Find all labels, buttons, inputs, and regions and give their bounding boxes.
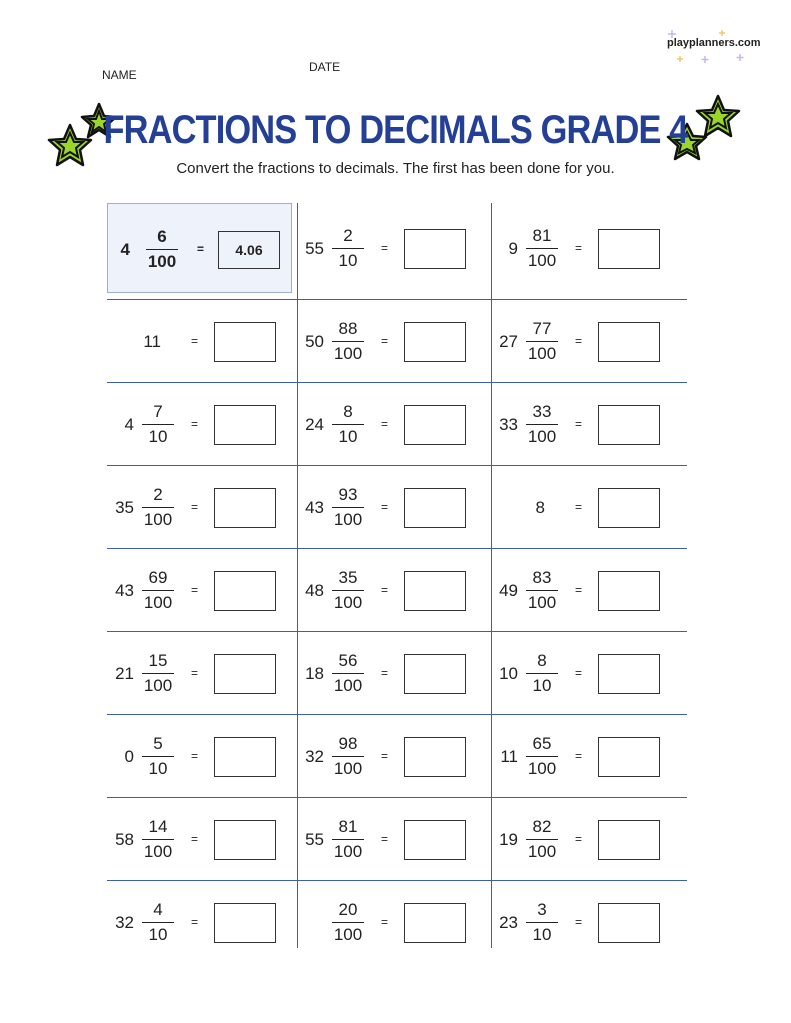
answer-box[interactable] xyxy=(214,405,276,445)
answer-box[interactable] xyxy=(404,820,466,860)
equals-sign: = xyxy=(191,915,199,929)
equals-sign: = xyxy=(381,334,389,348)
fraction xyxy=(328,817,368,862)
denominator: 100 xyxy=(333,925,363,944)
problem-cell xyxy=(491,881,681,964)
answer-box[interactable] xyxy=(404,571,466,611)
answer-box[interactable] xyxy=(598,737,660,777)
denominator: 10 xyxy=(532,676,552,695)
denominator: 100 xyxy=(527,427,557,446)
equals-sign: = xyxy=(381,500,389,514)
numerator: 88 xyxy=(338,319,358,338)
fraction-bar xyxy=(146,249,178,250)
denominator: 10 xyxy=(532,925,552,944)
fraction-bar xyxy=(332,673,364,674)
answer-box[interactable] xyxy=(598,571,660,611)
denominator: 100 xyxy=(143,676,173,695)
equals-sign: = xyxy=(191,666,199,680)
numerator: 2 xyxy=(153,485,163,504)
denominator: 100 xyxy=(333,676,363,695)
denominator: 100 xyxy=(527,842,557,861)
problem-grid xyxy=(107,203,687,948)
numerator: 56 xyxy=(338,651,358,670)
whole-number: 4 xyxy=(124,415,134,434)
problem-cell xyxy=(297,383,487,466)
answer-box[interactable] xyxy=(214,571,276,611)
problem-cell xyxy=(491,632,681,715)
whole-number: 8 xyxy=(535,498,545,517)
fraction-bar xyxy=(142,590,174,591)
problem-cell xyxy=(491,466,681,549)
whole-number: 21 xyxy=(115,664,134,683)
fraction xyxy=(328,734,368,779)
denominator: 100 xyxy=(527,251,557,270)
equals-sign: = xyxy=(575,500,583,514)
fraction xyxy=(138,900,178,945)
denominator: 100 xyxy=(527,593,557,612)
fraction-bar xyxy=(142,922,174,923)
whole-number: 0 xyxy=(124,747,134,766)
numerator: 15 xyxy=(148,651,168,670)
problem-cell xyxy=(491,715,681,798)
instructions: Convert the fractions to decimals. The first has been done for you. xyxy=(176,160,615,177)
fraction xyxy=(138,817,178,862)
problem-cell xyxy=(297,207,487,290)
answer-box[interactable] xyxy=(404,229,466,269)
answer-box[interactable] xyxy=(404,654,466,694)
fraction xyxy=(328,900,368,945)
answer-box[interactable] xyxy=(404,737,466,777)
denominator: 100 xyxy=(333,842,363,861)
fraction-bar xyxy=(526,424,558,425)
fraction xyxy=(328,402,368,447)
fraction-bar xyxy=(142,424,174,425)
fraction-bar xyxy=(142,507,174,508)
numerator: 8 xyxy=(537,651,547,670)
numerator: 35 xyxy=(338,568,358,587)
answer-box[interactable] xyxy=(214,737,276,777)
problem-cell xyxy=(297,466,487,549)
fraction-bar xyxy=(332,341,364,342)
problem-cell xyxy=(107,549,297,632)
denominator: 100 xyxy=(333,510,363,529)
whole-number: 24 xyxy=(305,415,324,434)
numerator: 4 xyxy=(153,900,163,919)
answer-box[interactable] xyxy=(404,488,466,528)
fraction-bar xyxy=(526,756,558,757)
fraction xyxy=(522,402,562,447)
denominator: 100 xyxy=(527,344,557,363)
problem-cell xyxy=(107,632,297,715)
problem-cell xyxy=(297,549,487,632)
fraction-bar xyxy=(332,839,364,840)
date-label: DATE xyxy=(309,60,341,74)
denominator: 10 xyxy=(148,427,168,446)
fraction xyxy=(328,319,368,364)
denominator: 100 xyxy=(333,344,363,363)
equals-sign: = xyxy=(575,749,583,763)
problem-cell xyxy=(297,798,487,881)
problem-cell xyxy=(491,798,681,881)
whole-number: 35 xyxy=(115,498,134,517)
denominator: 10 xyxy=(338,251,358,270)
answer-box[interactable] xyxy=(598,488,660,528)
numerator: 82 xyxy=(532,817,552,836)
whole-number: 58 xyxy=(115,830,134,849)
numerator: 69 xyxy=(148,568,168,587)
answer-box[interactable] xyxy=(214,903,276,943)
denominator: 100 xyxy=(147,252,177,271)
fraction-bar xyxy=(332,756,364,757)
fraction-bar xyxy=(332,922,364,923)
equals-sign: = xyxy=(191,500,199,514)
fraction-bar xyxy=(526,341,558,342)
denominator: 100 xyxy=(143,842,173,861)
denominator: 10 xyxy=(148,759,168,778)
fraction-bar xyxy=(526,590,558,591)
whole-number: 48 xyxy=(305,581,324,600)
answer-box[interactable] xyxy=(598,654,660,694)
problem-cell xyxy=(297,632,487,715)
equals-sign: = xyxy=(191,334,199,348)
answer-box[interactable] xyxy=(598,322,660,362)
problem-cell xyxy=(297,715,487,798)
fraction xyxy=(522,900,562,945)
problem-cell xyxy=(491,300,681,383)
whole-number: 19 xyxy=(499,830,518,849)
fraction-bar xyxy=(142,839,174,840)
numerator: 93 xyxy=(338,485,358,504)
answer-box[interactable] xyxy=(214,488,276,528)
fraction xyxy=(138,402,178,447)
problem-cell xyxy=(491,207,681,290)
fraction-bar xyxy=(142,756,174,757)
numerator: 65 xyxy=(532,734,552,753)
equals-sign: = xyxy=(381,915,389,929)
denominator: 100 xyxy=(333,593,363,612)
answer-box[interactable] xyxy=(598,405,660,445)
numerator: 3 xyxy=(537,900,547,919)
fraction xyxy=(328,226,368,271)
denominator: 100 xyxy=(143,510,173,529)
whole-number: 23 xyxy=(499,913,518,932)
whole-number: 9 xyxy=(508,239,518,258)
denominator: 100 xyxy=(527,759,557,778)
fraction xyxy=(522,651,562,696)
equals-sign: = xyxy=(575,334,583,348)
fraction xyxy=(138,734,178,779)
equals-sign: = xyxy=(575,915,583,929)
problem-cell xyxy=(107,300,297,383)
whole-number: 33 xyxy=(499,415,518,434)
answer-box[interactable] xyxy=(404,405,466,445)
denominator: 100 xyxy=(333,759,363,778)
whole-number: 11 xyxy=(500,747,518,766)
whole-number: 18 xyxy=(305,664,324,683)
equals-sign: = xyxy=(381,417,389,431)
fraction xyxy=(328,568,368,613)
problem-cell xyxy=(107,881,297,964)
numerator: 14 xyxy=(148,817,168,836)
logo-text: playplanners.com xyxy=(667,37,761,49)
answer-box[interactable] xyxy=(214,654,276,694)
name-label: NAME xyxy=(102,68,137,82)
answer-box[interactable] xyxy=(598,229,660,269)
fraction xyxy=(138,485,178,530)
answer-box[interactable] xyxy=(598,820,660,860)
fraction xyxy=(522,568,562,613)
whole-number: 49 xyxy=(499,581,518,600)
equals-sign: = xyxy=(191,417,199,431)
example-answer-box: 4.06 xyxy=(218,231,280,269)
fraction xyxy=(142,227,182,272)
fraction-bar xyxy=(142,673,174,674)
numerator: 33 xyxy=(532,402,552,421)
whole-number: 32 xyxy=(115,913,134,932)
fraction xyxy=(522,817,562,862)
equals-sign: = xyxy=(191,749,199,763)
answer-box[interactable] xyxy=(598,903,660,943)
whole-number: 10 xyxy=(499,664,518,683)
equals-sign: = xyxy=(575,832,583,846)
page-title: FRACTIONS TO DECIMALS GRADE 4 xyxy=(103,108,688,152)
fraction-bar xyxy=(332,248,364,249)
equals-sign: = xyxy=(381,241,389,255)
equals-sign: = xyxy=(381,832,389,846)
whole-number: 55 xyxy=(305,830,324,849)
numerator: 83 xyxy=(532,568,552,587)
fraction-bar xyxy=(332,590,364,591)
problem-cell xyxy=(297,881,487,964)
numerator: 98 xyxy=(338,734,358,753)
numerator: 81 xyxy=(338,817,358,836)
whole-number: 50 xyxy=(305,332,324,351)
problem-cell xyxy=(491,383,681,466)
equals-sign: = xyxy=(575,666,583,680)
fraction xyxy=(522,734,562,779)
problem-cell xyxy=(297,300,487,383)
whole-number: 43 xyxy=(115,581,134,600)
fraction xyxy=(522,226,562,271)
fraction-bar xyxy=(526,248,558,249)
whole-number: 43 xyxy=(305,498,324,517)
numerator: 2 xyxy=(343,226,353,245)
numerator: 7 xyxy=(153,402,163,421)
answer-box[interactable] xyxy=(404,903,466,943)
fraction-bar xyxy=(332,424,364,425)
answer-box[interactable] xyxy=(214,820,276,860)
fraction xyxy=(522,319,562,364)
answer-box[interactable] xyxy=(404,322,466,362)
equals-sign: = xyxy=(381,583,389,597)
whole-number: 55 xyxy=(305,239,324,258)
answer-box[interactable] xyxy=(214,322,276,362)
numerator: 8 xyxy=(343,402,353,421)
whole-number: 27 xyxy=(499,332,518,351)
equals-sign: = xyxy=(575,241,583,255)
whole-number: 4 xyxy=(120,240,130,259)
playplanners-logo xyxy=(660,28,760,64)
numerator: 77 xyxy=(532,319,552,338)
whole-number: 32 xyxy=(305,747,324,766)
numerator: 20 xyxy=(338,900,358,919)
denominator: 100 xyxy=(143,593,173,612)
numerator: 81 xyxy=(532,226,552,245)
problem-cell xyxy=(107,798,297,881)
problem-cell xyxy=(107,466,297,549)
problem-cell xyxy=(107,715,297,798)
fraction xyxy=(328,651,368,696)
equals-sign: = xyxy=(575,583,583,597)
numerator: 5 xyxy=(153,734,163,753)
equals-sign: = xyxy=(381,666,389,680)
numerator: 6 xyxy=(157,227,167,246)
fraction-bar xyxy=(526,922,558,923)
equals-sign: = xyxy=(197,242,205,256)
fraction-bar xyxy=(526,673,558,674)
denominator: 10 xyxy=(338,427,358,446)
fraction xyxy=(328,485,368,530)
denominator: 10 xyxy=(148,925,168,944)
equals-sign: = xyxy=(191,832,199,846)
fraction xyxy=(138,568,178,613)
problem-cell xyxy=(107,203,297,286)
equals-sign: = xyxy=(191,583,199,597)
fraction-bar xyxy=(526,839,558,840)
equals-sign: = xyxy=(575,417,583,431)
fraction xyxy=(138,651,178,696)
equals-sign: = xyxy=(381,749,389,763)
fraction-bar xyxy=(332,507,364,508)
problem-cell xyxy=(491,549,681,632)
whole-number: 11 xyxy=(143,332,161,351)
problem-cell xyxy=(107,383,297,466)
